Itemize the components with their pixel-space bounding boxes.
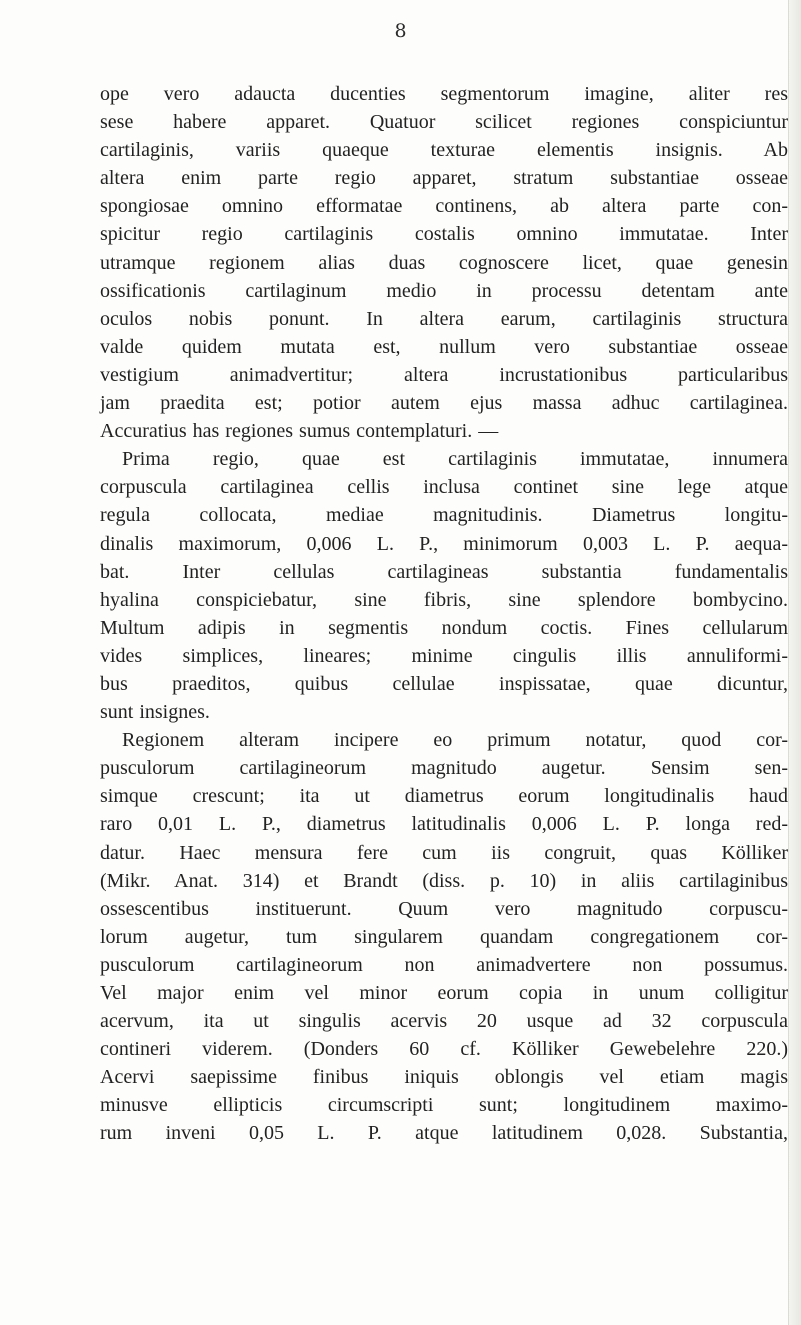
text-line: regula collocata, mediae magnitudinis. Diametrus longitu- xyxy=(100,504,788,527)
text-line: altera enim parte regio apparet, stratum substantiae osseae xyxy=(100,167,788,190)
facing-page-edge xyxy=(788,0,801,1325)
text-line: cartilaginis, variis quaeque texturae elementis insignis. Ab xyxy=(100,139,788,162)
text-line: sese habere apparet. Quatuor scilicet regiones conspiciuntur xyxy=(100,111,788,134)
text-line: oculos nobis ponunt. In altera earum, cartilaginis structura xyxy=(100,307,788,330)
body-text xyxy=(100,80,788,1148)
text-line: vestigium animadvertitur; altera incrustationibus particularibus xyxy=(100,363,788,386)
text-line: bus praeditos, quibus cellulae inspissatae, quae dicuntur, xyxy=(100,672,788,695)
text-line: contineri viderem. (Donders 60 cf. Kölliker Gewebelehre 220.) xyxy=(100,1038,788,1061)
text-line: minusve ellipticis circumscripti sunt; longitudinem maximo- xyxy=(100,1094,788,1117)
text-line: acervum, ita ut singulis acervis 20 usque ad 32 corpuscula xyxy=(100,1010,788,1033)
text-line: rum inveni 0,05 L. P. atque latitudinem 0,028. Substantia, xyxy=(100,1122,788,1145)
page-number: 8 xyxy=(394,20,407,42)
text-line: dinalis maximorum, 0,006 L. P., minimorum 0,003 L. P. aequa- xyxy=(100,532,788,555)
text-line: hyalina conspiciebatur, sine fibris, sine splendore bombycino. xyxy=(100,588,788,611)
text-line: simque crescunt; ita ut diametrus eorum longitudinalis haud xyxy=(100,785,788,808)
text-line: raro 0,01 L. P., diametrus latitudinalis 0,006 L. P. longa red- xyxy=(100,813,788,836)
paragraph-start-line: Regionem alteram incipere eo primum notatur, quod cor- xyxy=(122,729,788,752)
text-line: spicitur regio cartilaginis costalis omnino immutatae. Inter xyxy=(100,223,788,246)
text-line: ossificationis cartilaginum medio in processu detentam ante xyxy=(100,279,788,302)
text-line: valde quidem mutata est, nullum vero substantiae osseae xyxy=(100,335,788,358)
text-line: ope vero adaucta ducenties segmentorum imagine, aliter res xyxy=(100,83,788,105)
text-line: vides simplices, lineares; minime cingulis illis annuliformi- xyxy=(100,644,788,667)
text-line: Acervi saepissime finibus iniquis oblongis vel etiam magis xyxy=(100,1066,788,1089)
text-line: corpuscula cartilaginea cellis inclusa continet sine lege atque xyxy=(100,476,788,499)
text-line: spongiosae omnino efformatae continens, ab altera parte con- xyxy=(100,195,788,218)
text-line: (Mikr. Anat. 314) et Brandt (diss. p. 10) in aliis cartilaginibus xyxy=(100,869,788,892)
text-line: sunt insignes. xyxy=(100,701,210,724)
text-line: pusculorum cartilagineorum magnitudo augetur. Sensim sen- xyxy=(100,757,788,780)
text-line: Vel major enim vel minor eorum copia in unum colligitur xyxy=(100,982,788,1004)
text-line: ossescentibus instituerunt. Quum vero magnitudo corpuscu- xyxy=(100,897,788,920)
text-line: bat. Inter cellulas cartilagineas substantia fundamentalis xyxy=(100,560,788,583)
text-line: Accuratius has regiones sumus contemplaturi. — xyxy=(100,420,499,443)
text-line: Multum adipis in segmentis nondum coctis. Fines cellularum xyxy=(100,616,788,639)
text-line: utramque regionem alias duas cognoscere licet, quae genesin xyxy=(100,251,788,274)
text-line: lorum augetur, tum singularem quandam congregationem cor- xyxy=(100,925,788,948)
text-line: pusculorum cartilagineorum non animadvertere non possumus. xyxy=(100,953,788,976)
text-line: jam praedita est; potior autem ejus massa adhuc cartilaginea. xyxy=(100,392,788,415)
paragraph-start-line: Prima regio, quae est cartilaginis immutatae, innumera xyxy=(122,448,788,471)
text-line: datur. Haec mensura fere cum iis congruit, quas Kölliker xyxy=(100,841,788,864)
